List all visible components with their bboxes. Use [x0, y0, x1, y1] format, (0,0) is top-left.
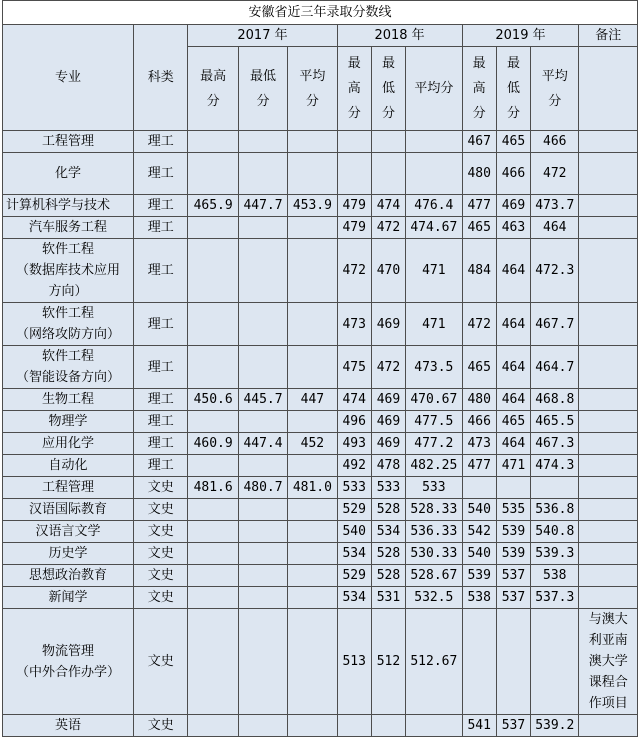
score-2018-avg: 471 [406, 239, 462, 303]
score-2018-min: 470 [371, 239, 405, 303]
header-major: 专业 [3, 25, 134, 131]
score-2017-avg: 447 [288, 389, 337, 411]
major-cell: 软件工程 （网络攻防方向） [3, 303, 134, 346]
score-2018-avg: 528.33 [406, 499, 462, 521]
score-2019-min: 535 [496, 499, 530, 521]
score-2017-min [238, 499, 287, 521]
score-2018-min: 474 [371, 195, 405, 217]
score-2019-max: 477 [462, 455, 496, 477]
score-2017-min: 447.4 [238, 433, 287, 455]
major-cell: 软件工程 （数据库技术应用 方向） [3, 239, 134, 303]
score-2018-min: 512 [371, 609, 405, 715]
major-cell: 汽车服务工程 [3, 217, 134, 239]
score-2019-avg [531, 477, 579, 499]
score-2017-max: 465.9 [188, 195, 238, 217]
score-2018-max [337, 131, 371, 153]
note-cell [579, 587, 638, 609]
note-cell [579, 239, 638, 303]
score-2019-min [496, 477, 530, 499]
score-2019-min: 465 [496, 131, 530, 153]
score-2018-max: 534 [337, 587, 371, 609]
major-cell: 汉语言文学 [3, 521, 134, 543]
score-2019-avg: 472.3 [531, 239, 579, 303]
score-2019-min [496, 609, 530, 715]
score-2018-max: 533 [337, 477, 371, 499]
score-2018-max: 472 [337, 239, 371, 303]
major-cell: 软件工程 （智能设备方向） [3, 346, 134, 389]
note-cell [579, 131, 638, 153]
score-2017-avg [288, 565, 337, 587]
header-subject: 科类 [134, 25, 188, 131]
score-2019-max: 541 [462, 715, 496, 737]
subject-cell: 理工 [134, 346, 188, 389]
score-2017-min: 445.7 [238, 389, 287, 411]
score-2018-min [371, 131, 405, 153]
table-row [3, 609, 638, 715]
table-row [3, 455, 638, 477]
score-2018-avg [406, 715, 462, 737]
score-2019-avg: 536.8 [531, 499, 579, 521]
score-2018-avg: 476.4 [406, 195, 462, 217]
score-2019-min: 537 [496, 587, 530, 609]
score-2019-avg: 472 [531, 153, 579, 195]
note-cell [579, 195, 638, 217]
score-2017-max [188, 587, 238, 609]
score-2019-min: 464 [496, 433, 530, 455]
note-cell [579, 715, 638, 737]
score-2018-min: 469 [371, 411, 405, 433]
note-cell [579, 217, 638, 239]
table-row [3, 217, 638, 239]
major-cell: 应用化学 [3, 433, 134, 455]
score-2017-avg [288, 609, 337, 715]
table-row [3, 499, 638, 521]
score-2017-max [188, 521, 238, 543]
score-2019-min: 539 [496, 521, 530, 543]
note-cell: 与澳大 利亚南 澳大学 课程合 作项目 [579, 609, 638, 715]
score-2017-min [238, 543, 287, 565]
table-row [3, 543, 638, 565]
score-2017-min [238, 411, 287, 433]
score-2019-avg: 464 [531, 217, 579, 239]
score-2017-avg [288, 217, 337, 239]
major-cell: 生物工程 [3, 389, 134, 411]
score-2019-avg: 540.8 [531, 521, 579, 543]
score-2017-min [238, 131, 287, 153]
score-2018-max: 540 [337, 521, 371, 543]
table-row [3, 153, 638, 195]
header-2017-avg: 平均 分 [288, 47, 337, 131]
score-2017-max [188, 609, 238, 715]
score-2019-avg: 538 [531, 565, 579, 587]
score-2018-min [371, 153, 405, 195]
header-2017-max: 最高 分 [188, 47, 238, 131]
header-year-2017: 2017 年 [188, 25, 337, 47]
note-cell [579, 521, 638, 543]
score-2017-min [238, 217, 287, 239]
note-cell [579, 455, 638, 477]
table-row [3, 131, 638, 153]
score-2019-min: 466 [496, 153, 530, 195]
table-row [3, 565, 638, 587]
score-2018-avg: 477.2 [406, 433, 462, 455]
score-2017-min: 447.7 [238, 195, 287, 217]
score-2018-min: 469 [371, 303, 405, 346]
score-2019-avg: 467.3 [531, 433, 579, 455]
score-2019-avg: 465.5 [531, 411, 579, 433]
score-2018-max: 496 [337, 411, 371, 433]
score-2019-min: 464 [496, 303, 530, 346]
score-2017-min [238, 587, 287, 609]
note-cell [579, 433, 638, 455]
score-2019-min: 537 [496, 565, 530, 587]
subject-cell: 理工 [134, 303, 188, 346]
score-2017-avg [288, 521, 337, 543]
score-2019-max: 484 [462, 239, 496, 303]
score-2019-min: 464 [496, 239, 530, 303]
score-2017-avg [288, 303, 337, 346]
score-2017-max [188, 217, 238, 239]
score-2017-min [238, 455, 287, 477]
score-2017-min: 480.7 [238, 477, 287, 499]
score-2019-max: 538 [462, 587, 496, 609]
score-2017-max: 481.6 [188, 477, 238, 499]
score-2017-min [238, 565, 287, 587]
score-2017-min [238, 346, 287, 389]
score-2017-avg [288, 131, 337, 153]
major-cell: 自动化 [3, 455, 134, 477]
table-row [3, 411, 638, 433]
score-2018-avg: 474.67 [406, 217, 462, 239]
score-2018-avg [406, 131, 462, 153]
score-2018-avg: 536.33 [406, 521, 462, 543]
score-2019-max: 477 [462, 195, 496, 217]
note-cell [579, 153, 638, 195]
score-2017-max [188, 565, 238, 587]
score-2018-max: 492 [337, 455, 371, 477]
score-2019-min: 463 [496, 217, 530, 239]
table-title: 安徽省近三年录取分数线 [3, 1, 638, 25]
score-2019-max: 472 [462, 303, 496, 346]
score-2017-max: 460.9 [188, 433, 238, 455]
table-row [3, 587, 638, 609]
header-2019-max: 最 高 分 [462, 47, 496, 131]
subject-cell: 理工 [134, 217, 188, 239]
note-cell [579, 499, 638, 521]
score-2019-avg: 468.8 [531, 389, 579, 411]
subject-cell: 理工 [134, 239, 188, 303]
score-2019-avg: 537.3 [531, 587, 579, 609]
major-cell: 历史学 [3, 543, 134, 565]
score-2017-avg [288, 239, 337, 303]
score-2019-max: 540 [462, 499, 496, 521]
subject-cell: 理工 [134, 433, 188, 455]
score-2017-max: 450.6 [188, 389, 238, 411]
score-2019-avg: 539.3 [531, 543, 579, 565]
score-2018-min: 469 [371, 433, 405, 455]
score-2017-avg [288, 499, 337, 521]
score-2017-max [188, 131, 238, 153]
score-2019-max: 467 [462, 131, 496, 153]
score-2018-max: 529 [337, 565, 371, 587]
header-2017-min: 最低 分 [238, 47, 287, 131]
score-2019-max: 465 [462, 346, 496, 389]
score-2017-min [238, 303, 287, 346]
major-cell: 英语 [3, 715, 134, 737]
score-2017-min [238, 609, 287, 715]
score-2017-max [188, 499, 238, 521]
score-2017-avg [288, 715, 337, 737]
subject-cell: 文史 [134, 521, 188, 543]
subject-cell: 文史 [134, 499, 188, 521]
header-year-2019: 2019 年 [462, 25, 579, 47]
score-2019-max [462, 609, 496, 715]
score-2017-max [188, 239, 238, 303]
score-2019-max: 466 [462, 411, 496, 433]
score-2017-min [238, 521, 287, 543]
score-2018-avg: 512.67 [406, 609, 462, 715]
score-2018-avg: 528.67 [406, 565, 462, 587]
score-2019-min: 464 [496, 389, 530, 411]
score-2018-avg [406, 153, 462, 195]
score-2018-max: 474 [337, 389, 371, 411]
header-2018-min: 最 低 分 [371, 47, 405, 131]
note-cell [579, 411, 638, 433]
score-2019-avg: 467.7 [531, 303, 579, 346]
score-2019-max: 473 [462, 433, 496, 455]
score-2019-min: 537 [496, 715, 530, 737]
score-2018-avg: 477.5 [406, 411, 462, 433]
score-2018-max: 529 [337, 499, 371, 521]
header-2019-min: 最 低 分 [496, 47, 530, 131]
table-row [3, 433, 638, 455]
score-2019-avg: 474.3 [531, 455, 579, 477]
score-2018-min: 534 [371, 521, 405, 543]
score-2018-max: 513 [337, 609, 371, 715]
score-2018-avg: 473.5 [406, 346, 462, 389]
score-2019-max: 480 [462, 153, 496, 195]
table-row [3, 715, 638, 737]
score-2019-min: 471 [496, 455, 530, 477]
major-cell: 思想政治教育 [3, 565, 134, 587]
score-2017-max [188, 303, 238, 346]
score-2018-min: 528 [371, 543, 405, 565]
major-cell: 计算机科学与技术 [3, 195, 134, 217]
score-2018-min: 528 [371, 565, 405, 587]
subject-cell: 理工 [134, 195, 188, 217]
major-cell: 物流管理 （中外合作办学） [3, 609, 134, 715]
score-2018-max: 479 [337, 195, 371, 217]
subject-cell: 理工 [134, 389, 188, 411]
subject-cell: 理工 [134, 131, 188, 153]
table-row [3, 303, 638, 346]
subject-cell: 文史 [134, 565, 188, 587]
table-row [3, 346, 638, 389]
score-2018-avg: 533 [406, 477, 462, 499]
admission-score-table [2, 0, 638, 737]
score-2019-min: 465 [496, 411, 530, 433]
score-2017-max [188, 411, 238, 433]
major-cell: 工程管理 [3, 131, 134, 153]
score-2017-avg: 452 [288, 433, 337, 455]
score-2017-max [188, 455, 238, 477]
score-2018-max: 473 [337, 303, 371, 346]
note-cell [579, 303, 638, 346]
major-cell: 化学 [3, 153, 134, 195]
score-2018-min: 533 [371, 477, 405, 499]
score-2018-min: 469 [371, 389, 405, 411]
score-2017-avg [288, 587, 337, 609]
subject-cell: 理工 [134, 153, 188, 195]
score-2017-min [238, 239, 287, 303]
table-row [3, 521, 638, 543]
header-note: 备注 [579, 25, 638, 47]
note-cell [579, 565, 638, 587]
score-2019-min: 539 [496, 543, 530, 565]
table-row [3, 389, 638, 411]
subject-cell: 理工 [134, 411, 188, 433]
subject-cell: 文史 [134, 715, 188, 737]
subject-cell: 文史 [134, 543, 188, 565]
score-2017-avg [288, 346, 337, 389]
score-2018-max [337, 715, 371, 737]
score-2017-avg: 481.0 [288, 477, 337, 499]
score-2017-avg [288, 455, 337, 477]
subject-cell: 理工 [134, 455, 188, 477]
score-2019-max: 480 [462, 389, 496, 411]
score-2019-avg: 464.7 [531, 346, 579, 389]
score-2017-avg: 453.9 [288, 195, 337, 217]
subject-cell: 文史 [134, 609, 188, 715]
major-cell: 新闻学 [3, 587, 134, 609]
score-2017-min [238, 715, 287, 737]
score-2018-avg: 470.67 [406, 389, 462, 411]
table-row [3, 477, 638, 499]
score-2017-avg [288, 411, 337, 433]
header-year-2018: 2018 年 [337, 25, 462, 47]
subject-cell: 文史 [134, 587, 188, 609]
score-2017-max [188, 346, 238, 389]
header-2018-max: 最 高 分 [337, 47, 371, 131]
score-2019-min: 469 [496, 195, 530, 217]
subject-cell: 文史 [134, 477, 188, 499]
score-2019-avg: 539.2 [531, 715, 579, 737]
score-2017-max [188, 543, 238, 565]
note-cell [579, 346, 638, 389]
score-2018-max [337, 153, 371, 195]
score-2019-avg [531, 609, 579, 715]
major-cell: 汉语国际教育 [3, 499, 134, 521]
score-2019-max: 540 [462, 543, 496, 565]
score-2018-min: 531 [371, 587, 405, 609]
score-2019-min: 464 [496, 346, 530, 389]
score-2018-max: 475 [337, 346, 371, 389]
score-2018-avg: 471 [406, 303, 462, 346]
score-2018-min: 478 [371, 455, 405, 477]
table-row [3, 239, 638, 303]
major-cell: 物理学 [3, 411, 134, 433]
score-2018-avg: 532.5 [406, 587, 462, 609]
score-2018-min: 472 [371, 346, 405, 389]
major-cell: 工程管理 [3, 477, 134, 499]
table-row [3, 195, 638, 217]
score-2018-avg: 530.33 [406, 543, 462, 565]
score-2018-max: 534 [337, 543, 371, 565]
score-2019-max [462, 477, 496, 499]
score-2018-max: 479 [337, 217, 371, 239]
score-2018-min: 472 [371, 217, 405, 239]
note-cell [579, 543, 638, 565]
score-2018-avg: 482.25 [406, 455, 462, 477]
header-note-blank [579, 47, 638, 131]
score-2019-max: 542 [462, 521, 496, 543]
score-2019-max: 539 [462, 565, 496, 587]
score-2018-min [371, 715, 405, 737]
score-2019-avg: 466 [531, 131, 579, 153]
score-2018-max: 493 [337, 433, 371, 455]
score-2017-max [188, 153, 238, 195]
score-2019-max: 465 [462, 217, 496, 239]
header-2019-avg: 平均 分 [531, 47, 579, 131]
score-2017-max [188, 715, 238, 737]
score-2017-min [238, 153, 287, 195]
score-2017-avg [288, 543, 337, 565]
score-2017-avg [288, 153, 337, 195]
score-2018-min: 528 [371, 499, 405, 521]
score-2019-avg: 473.7 [531, 195, 579, 217]
header-2018-avg: 平均分 [406, 47, 462, 131]
note-cell [579, 477, 638, 499]
note-cell [579, 389, 638, 411]
